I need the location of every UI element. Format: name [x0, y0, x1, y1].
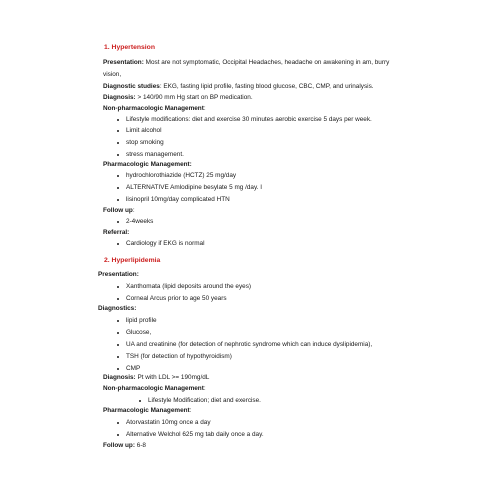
hypertension-presentation-text: Most are not symptomatic, Occipital Headaches, headache on awakening in am, burry	[145, 59, 390, 66]
hyperlipidemia-followup-text: 6-8	[136, 442, 146, 449]
hyperlipidemia-presentation-heading: Presentation:	[98, 271, 139, 278]
hyperlipidemia-diagnostics-item: lipid profile	[126, 317, 157, 324]
hypertension-nonpharm-item: Limit alcohol	[126, 127, 162, 134]
bullet-icon	[117, 221, 119, 223]
hyperlipidemia-pharm-heading	[103, 408, 191, 414]
bullet-icon	[117, 286, 119, 288]
bullet-icon	[117, 130, 119, 132]
bullet-icon	[117, 320, 119, 322]
hypertension-referral-item: Cardiology if EKG is normal	[126, 240, 205, 247]
hypertension-nonpharm-item: stop smoking	[126, 139, 164, 146]
bullet-icon	[117, 199, 119, 201]
bullet-icon	[117, 298, 119, 300]
bullet-icon	[117, 175, 119, 177]
hyperlipidemia-diagnostics-item: TSH (for detection of hypothyroidism)	[126, 353, 232, 360]
hyperlipidemia-diagnosis-text: Pt with LDL >= 190mg/dL	[137, 374, 210, 381]
hyperlipidemia-followup-line	[103, 443, 146, 449]
hypertension-presentation-label: Presentation:	[103, 59, 144, 66]
hyperlipidemia-heading: 2. Hyperlipidemia	[104, 257, 161, 264]
hyperlipidemia-pharm-item: Atorvastatin 10mg once a day	[126, 419, 211, 426]
hypertension-pharm-heading: Pharmacologic Management:	[103, 161, 192, 168]
hyperlipidemia-nonpharm-colon: :	[203, 385, 206, 392]
bullet-icon	[117, 243, 119, 245]
hypertension-nonpharm-item: stress management.	[126, 151, 184, 158]
bullet-icon	[117, 356, 119, 358]
hypertension-pharm-item: lisinopril 10mg/day complicated HTN	[126, 196, 230, 203]
hyperlipidemia-diagnosis-label: Diagnosis:	[103, 374, 136, 381]
hyperlipidemia-diagnosis-line	[103, 375, 209, 381]
bullet-icon	[117, 119, 119, 121]
hypertension-nonpharm-colon: :	[203, 105, 206, 112]
hypertension-diagnostic-studies-label: Diagnostic studies	[103, 83, 160, 90]
hypertension-followup-heading	[103, 208, 135, 214]
hyperlipidemia-presentation-item: Xanthomata (lipid deposits around the eyes)	[126, 283, 252, 290]
hypertension-diagnostic-studies-line	[103, 84, 374, 90]
hyperlipidemia-followup-label: Follow up:	[103, 442, 135, 449]
hypertension-presentation-line	[103, 60, 389, 66]
hypertension-nonpharm-label: Non-pharmacologic Management	[103, 105, 204, 112]
hyperlipidemia-diagnostics-heading: Diagnostics:	[98, 305, 137, 312]
hyperlipidemia-pharm-label: Pharmacologic Management	[103, 407, 190, 414]
bullet-icon	[117, 187, 119, 189]
hypertension-diagnosis-label: Diagnosis:	[103, 94, 136, 101]
bullet-icon	[117, 368, 119, 370]
hypertension-diagnosis-text: > 140/90 mm Hg start on BP medication.	[137, 94, 253, 101]
bullet-icon	[117, 434, 119, 436]
hypertension-referral-heading: Referral:	[103, 229, 130, 236]
hypertension-diagnosis-line	[103, 95, 253, 101]
hypertension-nonpharm-heading	[103, 106, 206, 112]
bullet-icon	[117, 332, 119, 334]
hypertension-followup-colon: :	[132, 207, 135, 214]
bullet-icon	[139, 400, 141, 402]
hyperlipidemia-nonpharm-label: Non-pharmacologic Management	[103, 385, 204, 392]
hypertension-heading: 1. Hypertension	[104, 44, 155, 51]
hyperlipidemia-nonpharm-item: Lifestyle Modification; diet and exercise.	[148, 397, 261, 404]
bullet-icon	[117, 422, 119, 424]
hypertension-diagnostic-studies-text: : EKG, fasting lipid profile, fasting blood glucose, CBC, CMP, and urinalysis.	[159, 83, 374, 90]
bullet-icon	[117, 142, 119, 144]
hypertension-followup-item: 2-4weeks	[126, 218, 154, 225]
hyperlipidemia-diagnostics-item: Glucose,	[126, 329, 152, 336]
hypertension-presentation-text-continued: vision,	[103, 71, 122, 78]
hypertension-pharm-item: ALTERNATIVE Amlodipine besylate 5 mg /day. I	[126, 184, 263, 191]
hypertension-followup-label: Follow up	[103, 207, 133, 214]
hyperlipidemia-diagnostics-item: CMP	[126, 365, 141, 372]
bullet-icon	[117, 344, 119, 346]
bullet-icon	[117, 154, 119, 156]
hyperlipidemia-nonpharm-heading	[103, 386, 206, 392]
hyperlipidemia-pharm-item: Alternative Welchol 625 mg tab daily once a day.	[126, 431, 264, 438]
hyperlipidemia-diagnostics-item: UA and creatinine (for detection of nephrotic syndrome which can induce dyslipidemia),	[126, 341, 373, 348]
hypertension-pharm-item: hydrochlorothiazide (HCTZ) 25 mg/day	[126, 172, 237, 179]
hypertension-nonpharm-item: Lifestyle modifications: diet and exercise 30 minutes aerobic exercise 5 days per week.	[126, 116, 372, 123]
hyperlipidemia-pharm-colon: :	[189, 407, 192, 414]
hyperlipidemia-presentation-item: Corneal Arcus prior to age 50 years	[126, 295, 227, 302]
